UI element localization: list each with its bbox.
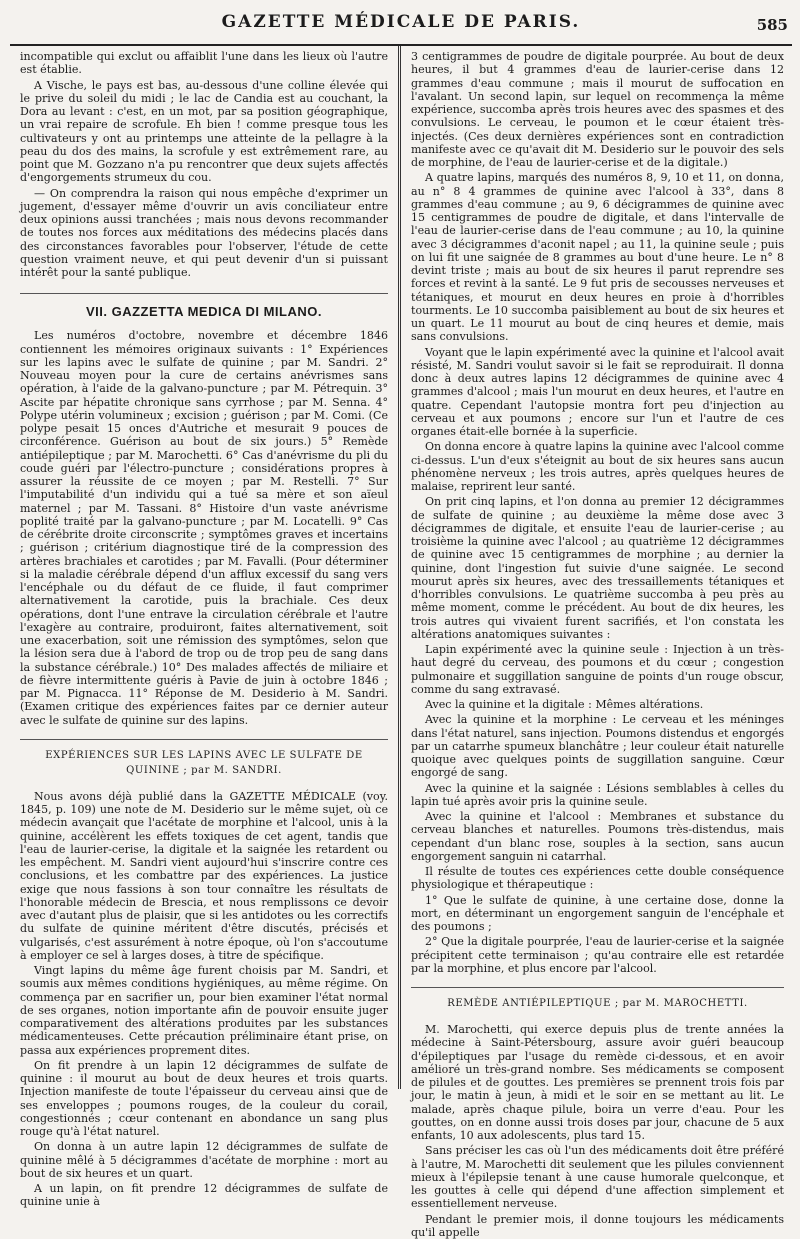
two-column-body [10,46,792,1089]
paragraph: Avec la quinine et la morphine : Le cerveau et les méninges dans l'état naturel, sans injection. Poumons distendus et engorgés par un catarrhe spumeux blanchâtre ; leur couleur était naturelle quoique avec quelques points de suggillation sanguine. Cœur engorgé de sang. [411,713,784,779]
paragraph: Lapin expérimenté avec la quinine seule : Injection à un très-haut degré du cerveau, des poumons et du cœur ; congestion pulmonaire et suggillation sanguine de points d'un rouge obscur, comme du sang extravasé. [411,643,784,696]
paragraph: On prit cinq lapins, et l'on donna au premier 12 décigrammes de sulfate de quinine ; au deuxième la même dose avec 3 décigrammes de digitale, et ensuite l'eau de laurier-cerise ; au troisième la quinine avec l'alcool ; au quatrième 12 décigrammes de quinine avec 15 centigrammes de morphine ; au dernier la quinine, dont l'ingestion fut suivie d'une saignée. Le second mourut après six heures, avec des tressaillements tétaniques et d'horribles convulsions. Le quatrième succomba à peu près au même moment, comme le précédent. Au bout de dix heures, les trois autres qui vivaient furent sacrifiés, et l'on constata les altérations anatomiques suivantes : [411,495,784,641]
paragraph: Sans préciser les cas où l'un des médicaments doit être préféré à l'autre, M. Marochetti dit seulement que les pilules conviennent mieux à l'épilepsie tenant à une cause humorale quelconque, et les gouttes à celle qui dépend d'une affection simplement et essentiellement nerveuse. [411,1144,784,1210]
paragraph: A quatre lapins, marqués des numéros 8, 9, 10 et 11, on donna, au n° 8 4 grammes de quinine avec l'alcool à 33°, dans 8 grammes d'eau commune ; au 9, 6 décigrammes de quinine avec 15 centigrammes de poudre de digitale, et dans l'intervalle de l'eau de laurier-cerise dans de l'eau commune ; au 10, la quinine avec 3 décigrammes d'aconit napel ; au 11, la quinine seule ; puis on lui fit une saignée de 8 grammes au bout d'une heure. Le n° 8 devint triste ; mais au bout de six heures il parut reprendre ses forces et revint à la santé. Le 9 fut pris de secousses nerveuses et tétaniques, et mourut en deux heures en proie à d'horribles tourments. Le 10 succomba paisiblement au bout de six heures et un quart. Le 11 mourut au bout de cinq heures et demie, mais sans convulsions. [411,171,784,343]
article-heading: REMÈDE ANTIÉPILEPTIQUE ; par M. MAROCHETTI. [411,987,784,1011]
paragraph: On fit prendre à un lapin 12 décigrammes de sulfate de quinine : il mourut au bout de deux heures et trois quarts. Injection manifeste de toute l'épaisseur du cerveau ainsi que de ses enveloppes ; poumons rouges, de la couleur du corail, congestionnés ; cœur contenant en abondance un sang plus rouge qu'à l'état naturel. [20,1059,388,1139]
paragraph: Avec la quinine et l'alcool : Membranes et substance du cerveau blanches et naturelles. Poumons très-distendus, mais cependant d'un blanc rose, souples à la section, sans aucun engorgement sanguin ni catarrhal. [411,810,784,863]
paragraph: Il résulte de toutes ces expériences cette double conséquence physiologique et thérapeutique : [411,865,784,892]
paragraph: Nous avons déjà publié dans la GAZETTE MÉDICALE (voy. 1845, p. 109) une note de M. Desiderio sur le même sujet, où ce médecin avançait que l'acétate de morphine et l'alcool, unis à la quinine, accélèrent les effets toxiques de cet agent, tandis que l'eau de laurier-cerise, la digitale et la saignée les retardent ou les empêchent. M. Sandri vient aujourd'hui s'inscrire contre ces conclusions, et les combattre par des expériences. La justice exige que nous fassions à son tour connaître les résultats de l'honorable médecin de Brescia, et nous remplissons ce devoir avec d'autant plus de plaisir, que si les antidotes ou les correctifs du sulfate de quinine méritent d'être discutés, précisés et vulgarisés, c'est assurément à notre époque, où l'on s'accoutume à employer ce sel à larges doses, à titre de spécifique. [20,790,388,962]
paragraph: On donna à un autre lapin 12 décigrammes de sulfate de quinine mêlé à 5 décigrammes d'acétate de morphine : mort au bout de six heures et un quart. [20,1140,388,1180]
paragraph: 2° Que la digitale pourprée, l'eau de laurier-cerise et la saignée précipitent cette terminaison ; qu'au contraire elle est retardée par la morphine, et plus encore par l'alcool. [411,935,784,975]
paragraph: M. Marochetti, qui exerce depuis plus de trente années la médecine à Saint-Pétersbourg, assure avoir guéri beaucoup d'épileptiques par l'usage du remède ci-dessous, et en avoir amélioré un très-grand nombre. Ses médicaments se composent de pilules et de gouttes. Les premières se prennent trois fois par jour, le matin à jeun, à midi et le soir en se mettant au lit. Le malade, après chaque pilule, boira un verre d'eau. Pour les gouttes, on en donne aussi trois doses par jour, chacune de 5 aux enfants, 10 aux adolescents, plus tard 15. [411,1023,784,1142]
paragraph: Les numéros d'octobre, novembre et décembre 1846 contiennent les mémoires originaux suivants : 1° Expériences sur les lapins avec le sulfate de quinine ; par M. Sandri. 2° Nouveau moyen pour la cure de certains anévrismes sans opération, à l'aide de la galvano-puncture ; par M. Pétrequin. 3° Ascite par hépatite chronique sans cyrrhose ; par M. Senna. 4° Polype utérin volumineux ; excision ; guérison ; par M. Comi. (Ce polype pesait 15 onces d'Autriche et mesurait 9 pouces de circonférence. Guérison au bout de six jours.) 5° Remède antiépileptique ; par M. Marochetti. 6° Cas d'anévrisme du pli du coude guéri par l'électro-puncture ; considérations propres à assurer la réussite de ce moyen ; par M. Restelli. 7° Sur l'imputabilité d'un individu qui a tué sa mère et son aïeul maternel ; par M. Tassani. 8° Histoire d'un vaste anévrisme poplité traité par la galvano-puncture ; par M. Locatelli. 9° Cas de cérébrite droite circonscrite ; symptômes graves et incertains ; guérison ; critérium diagnostique tiré de la compression des artères brachiales et carotides ; par M. Favalli. (Pour déterminer si la maladie cérébrale dépend d'un afflux excessif du sang vers l'encéphale ou du défaut de ce fluide, il faut comprimer alternativement la carotide, puis la brachiale. Ces deux opérations, dont l'une entrave la circulation cérébrale et l'autre l'exagère au contraire, produiront, faites alternativement, soit une exacerbation, soit une rémission des symptômes, selon que la lésion sera due à l'abord de trop ou de trop peu de sang dans la substance cérébrale.) 10° Des malades affectés de miliaire et de fièvre intermittente guéris à Pavie de juin à octobre 1846 ; par M. Pignacca. 11° Réponse de M. Desiderio à M. Sandri. (Examen critique des expériences faites par ce dernier auteur avec le sulfate de quinine sur des lapins. [20,329,388,727]
paragraph: incompatible qui exclut ou affaiblit l'une dans les lieux où l'autre est établie. [20,50,388,77]
paragraph: On donna encore à quatre lapins la quinine avec l'alcool comme ci-dessus. L'un d'eux s'éteignit au bout de six heures sans aucun phénomène nerveux ; les trois autres, après quelques heures de malaise, reprirent leur santé. [411,440,784,493]
page-number: 585 [757,16,788,34]
paragraph: Vingt lapins du même âge furent choisis par M. Sandri, et soumis aux mêmes conditions hygiéniques, au même régime. On commença par en sacrifier un, pour bien examiner l'état normal de ses organes, notion importante afin de pouvoir ensuite juger comparativement des altérations produites par les substances médicamenteuses. Cette précaution préliminaire étant prise, on passa aux expériences proprement dites. [20,964,388,1057]
paragraph: 1° Que le sulfate de quinine, à une certaine dose, donne la mort, en déterminant un engorgement sanguin de l'encéphale et des poumons ; [411,894,784,934]
paragraph: Voyant que le lapin expérimenté avec la quinine et l'alcool avait résisté, M. Sandri voulut savoir si le fait se reproduirait. Il donna donc à deux autres lapins 12 décigrammes de quinine avec 4 grammes d'alcool ; mais l'un mourut en deux heures, et l'autre en quatre. Cependant l'autopsie montra fort peu d'injection au cerveau et aux poumons ; encore sur l'un et l'autre de ces organes était-elle bornée à la superficie. [411,346,784,439]
journal-title: GAZETTE MÉDICALE DE PARIS. [10,12,792,32]
paragraph: Pendant le premier mois, il donne toujours les médicaments qu'il appelle [411,1213,784,1239]
left-column [10,46,401,1089]
running-head [10,0,792,46]
section-title: VII. GAZZETTA MEDICA DI MILANO. [20,293,388,319]
right-column [401,46,792,1089]
paragraph: 3 centigrammes de poudre de digitale pourprée. Au bout de deux heures, il but 4 grammes d'eau de laurier-cerise dans 12 grammes d'eau commune ; mais il mourut de suffocation en l'avalant. Un second lapin, sur lequel on recommença la même expérience, succomba après trois heures avec des spasmes et des convulsions. Le cerveau, le poumon et le cœur étaient très-injectés. (Ces deux dernières expériences sont en contradiction manifeste avec ce qu'avait dit M. Desiderio sur le pouvoir des sels de morphine, de l'eau de laurier-cerise et de la digitale.) [411,50,784,169]
paragraph: Avec la quinine et la digitale : Mêmes altérations. [411,698,784,711]
paragraph: — On comprendra la raison qui nous empêche d'exprimer un jugement, d'essayer même d'ouvrir un avis conciliateur entre deux opinions aussi tranchées ; mais nous devons recommander de toutes nos forces aux méditations des médecins placés dans des circonstances favorables pour l'observer, l'étude de cette question vraiment neuve, et qui peut devenir d'un si puissant intérêt pour la santé publique. [20,187,388,280]
paragraph: Avec la quinine et la saignée : Lésions semblables à celles du lapin tué après avoir pris la quinine seule. [411,782,784,809]
paragraph: A un lapin, on fit prendre 12 décigrammes de sulfate de quinine unie à [20,1182,388,1209]
paragraph: A Vische, le pays est bas, au-dessous d'une colline élevée qui le prive du soleil du midi ; le lac de Candia est au couchant, la Dora au levant : c'est, en un mot, par sa position géographique, un vrai repaire de scrofule. Eh bien ! comme presque tous les cultivateurs y ont au printemps une atteinte de la pellagre à la peau du dos des mains, la scrofule y est extrêmement rare, au point que M. Gozzano n'a pu rencontrer que deux sujets affectés d'engorgements strumeux du cou. [20,79,388,185]
article-heading: EXPÉRIENCES SUR LES LAPINS AVEC LE SULFATE DE QUININE ; par M. SANDRI. [20,739,388,778]
